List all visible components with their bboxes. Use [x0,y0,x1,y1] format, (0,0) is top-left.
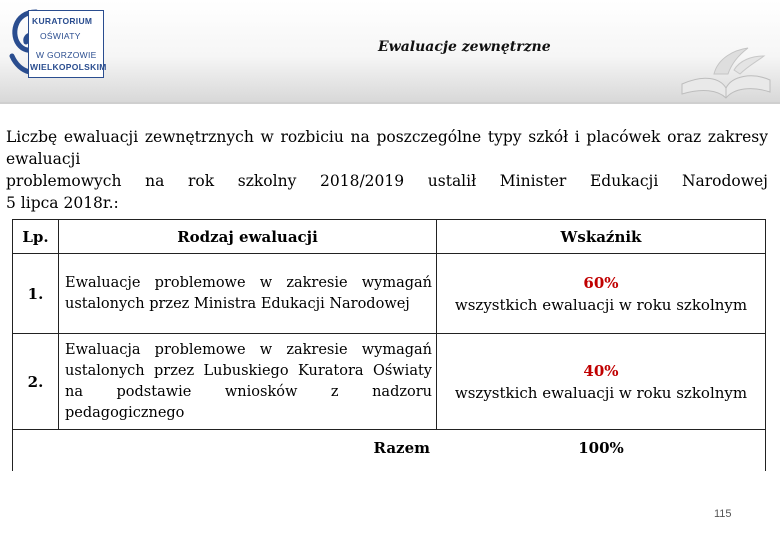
logo-line-3: W GORZOWIE [36,50,97,60]
header-lp: Lp. [22,227,49,246]
intro-paragraph [6,126,768,214]
logo-line-2: OŚWIATY [40,31,81,41]
row-2-description-text: Ewaluacja problemowe w zakresie wymagań ustalonych przez Lubuskiego Kuratora Oświaty na podstawie wniosków z nadzoru pedagogicznego [65,341,432,421]
row-2-number: 2. [27,372,44,391]
intro-line-1: Liczbę ewaluacji zewnętrznych w rozbiciu na poszczególne typy szkół i placówek oraz zakresy ewaluacji [6,128,768,168]
logo-line-1: KURATORIUM [32,16,93,26]
intro-line-2: problemowych na rok szkolny 2018/2019 ustalił Minister Edukacji Narodowej [6,172,768,190]
row-1-scope: wszystkich ewaluacji w roku szkolnym [454,295,748,314]
table-line-right [765,219,766,471]
row-2-percent: 40% [583,361,619,380]
header-type: Rodzaj ewaluacji [177,227,318,246]
logo-line-4: WIELKOPOLSKIM [30,62,107,72]
intro-line-3: 5 lipca 2018r.: [6,194,119,212]
total-label: Razem [373,439,430,457]
kuratorium-logo [6,6,107,80]
slide-title: Ewaluacje zewnętrzne [378,39,551,55]
header-indicator: Wskaźnik [560,227,642,246]
row-2-description [65,334,436,429]
row-1-description-text: Ewaluacje problemowe w zakresie wymagań ustalonych przez Ministra Edukacji Narodowej [65,274,432,312]
row-1-description [65,254,436,333]
header-divider [0,102,780,104]
open-book-icon [674,44,774,100]
total-value: 100% [578,439,624,457]
evaluation-table [12,219,766,471]
row-1-percent: 60% [583,273,619,292]
row-1-number: 1. [27,284,44,303]
row-1-indicator [437,254,765,333]
row-2-scope: wszystkich ewaluacji w roku szkolnym [454,383,748,402]
page-number: 115 [714,508,732,520]
row-2-indicator [437,334,765,429]
